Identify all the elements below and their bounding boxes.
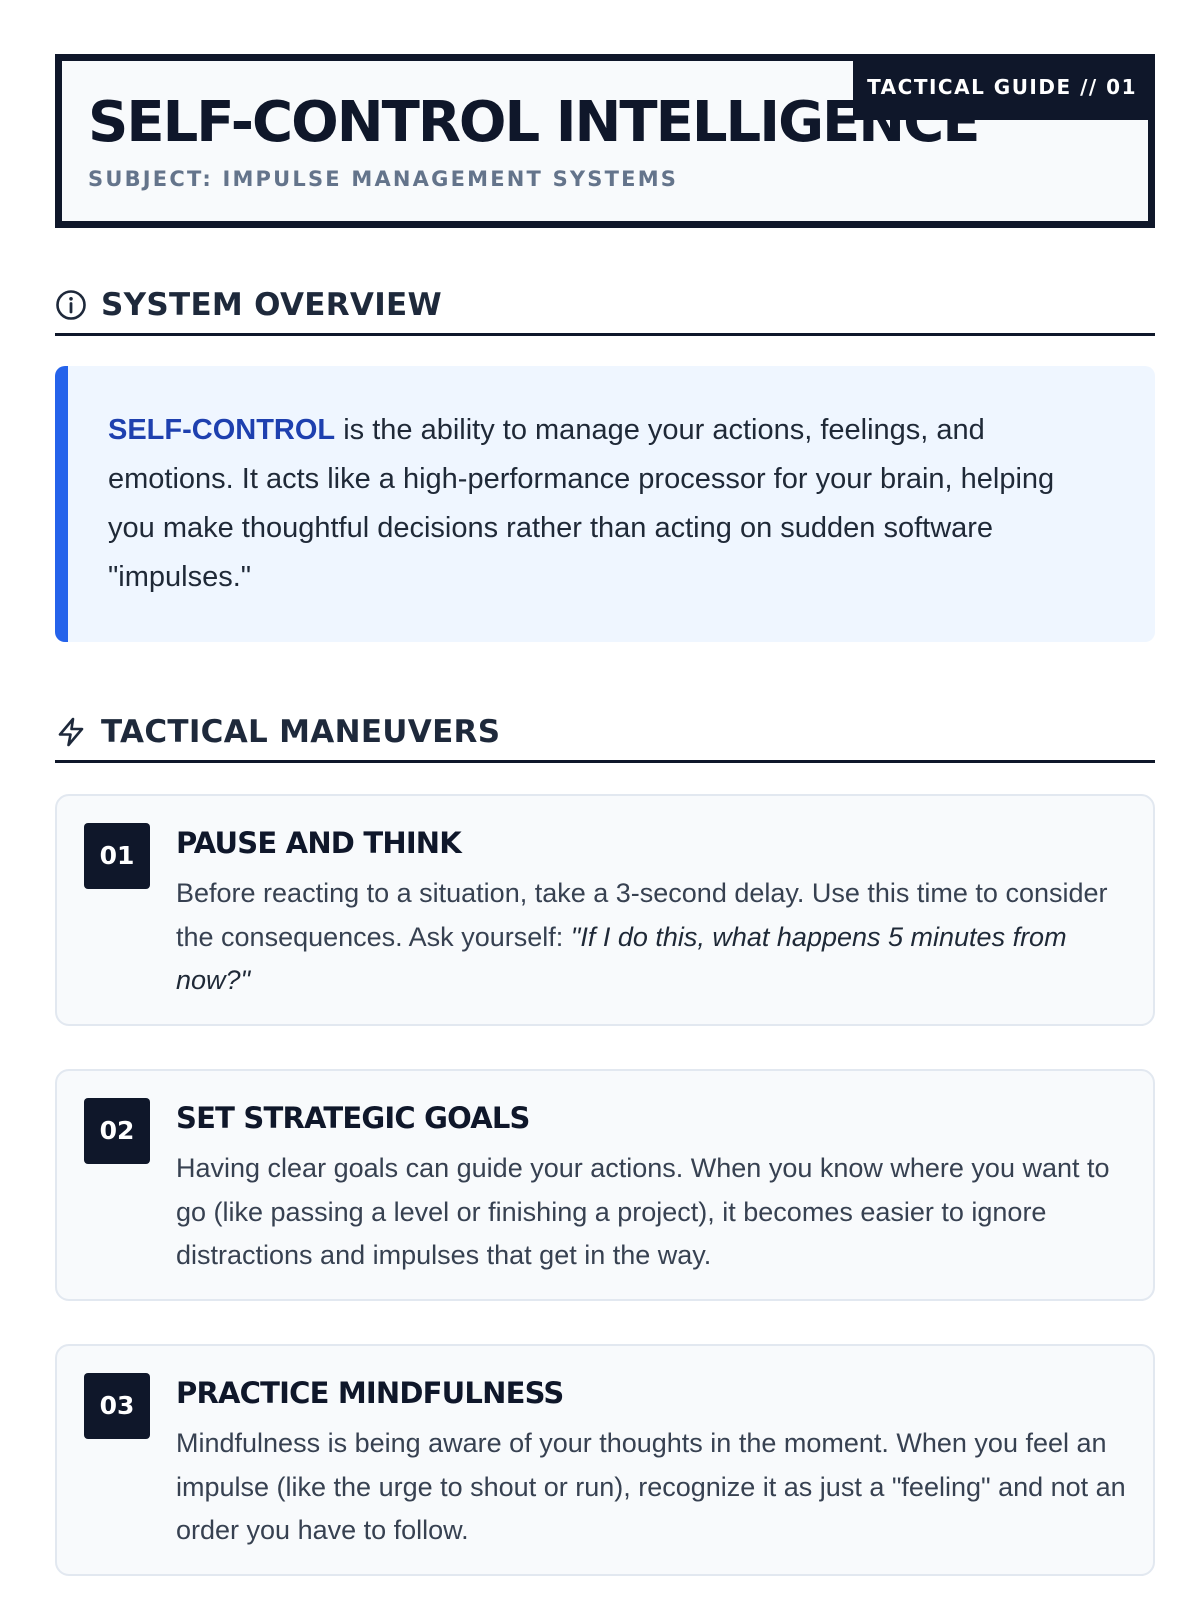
overview-callout	[55, 366, 1155, 642]
step-number-badge: 02	[84, 1098, 150, 1164]
maneuver-card	[55, 1344, 1155, 1576]
maneuver-card	[55, 794, 1155, 1026]
step-number-badge: 03	[84, 1373, 150, 1439]
overview-text	[108, 406, 1095, 602]
section-tactical-maneuvers	[55, 711, 1155, 763]
maneuver-description: Mindfulness is being aware of your thoughts in the moment. When you feel an impulse (like the urge to shout or run), recognize it as just a "feeling" and not an order you have to follow.	[176, 1428, 1126, 1545]
guide-tag-badge: TACTICAL GUIDE // 01	[853, 54, 1155, 120]
maneuver-title: PAUSE AND THINK	[176, 826, 461, 860]
page-title: SELF-CONTROL INTELLIGENCE	[88, 90, 979, 155]
page-subject: SUBJECT: IMPULSE MANAGEMENT SYSTEMS	[88, 167, 679, 191]
section-system-overview	[55, 284, 1155, 336]
section-heading: TACTICAL MANEUVERS	[101, 713, 501, 750]
maneuver-quote: "If I do this, what happens 5 minutes from now?"	[176, 921, 1067, 995]
lightning-icon	[55, 716, 87, 748]
maneuver-description: Having clear goals can guide your actions. When you know where you want to go (like passing a level or finishing a project), it becomes easier to ignore distractions and impulses that get in the way.	[176, 1153, 1110, 1270]
maneuver-title: SET STRATEGIC GOALS	[176, 1101, 530, 1135]
maneuver-text: Before reacting to a situation, take a 3-second delay. Use this time to consider the consequences. Ask yourself:	[176, 878, 1108, 952]
step-number-badge: 01	[84, 823, 150, 889]
maneuver-description	[176, 872, 1136, 1003]
title-banner	[55, 54, 1155, 228]
guide-page	[55, 54, 1155, 1545]
maneuver-card	[55, 1069, 1155, 1301]
section-heading: SYSTEM OVERVIEW	[101, 286, 443, 323]
maneuver-title: PRACTICE MINDFULNESS	[176, 1376, 564, 1410]
overview-body: is the ability to manage your actions, feelings, and emotions. It acts like a high-performance processor for your brain, helping you make thoughtful decisions rather than acting on sudden software "impulses."	[108, 414, 1055, 593]
overview-term: SELF-CONTROL	[108, 414, 336, 446]
info-circle-icon	[55, 289, 87, 321]
